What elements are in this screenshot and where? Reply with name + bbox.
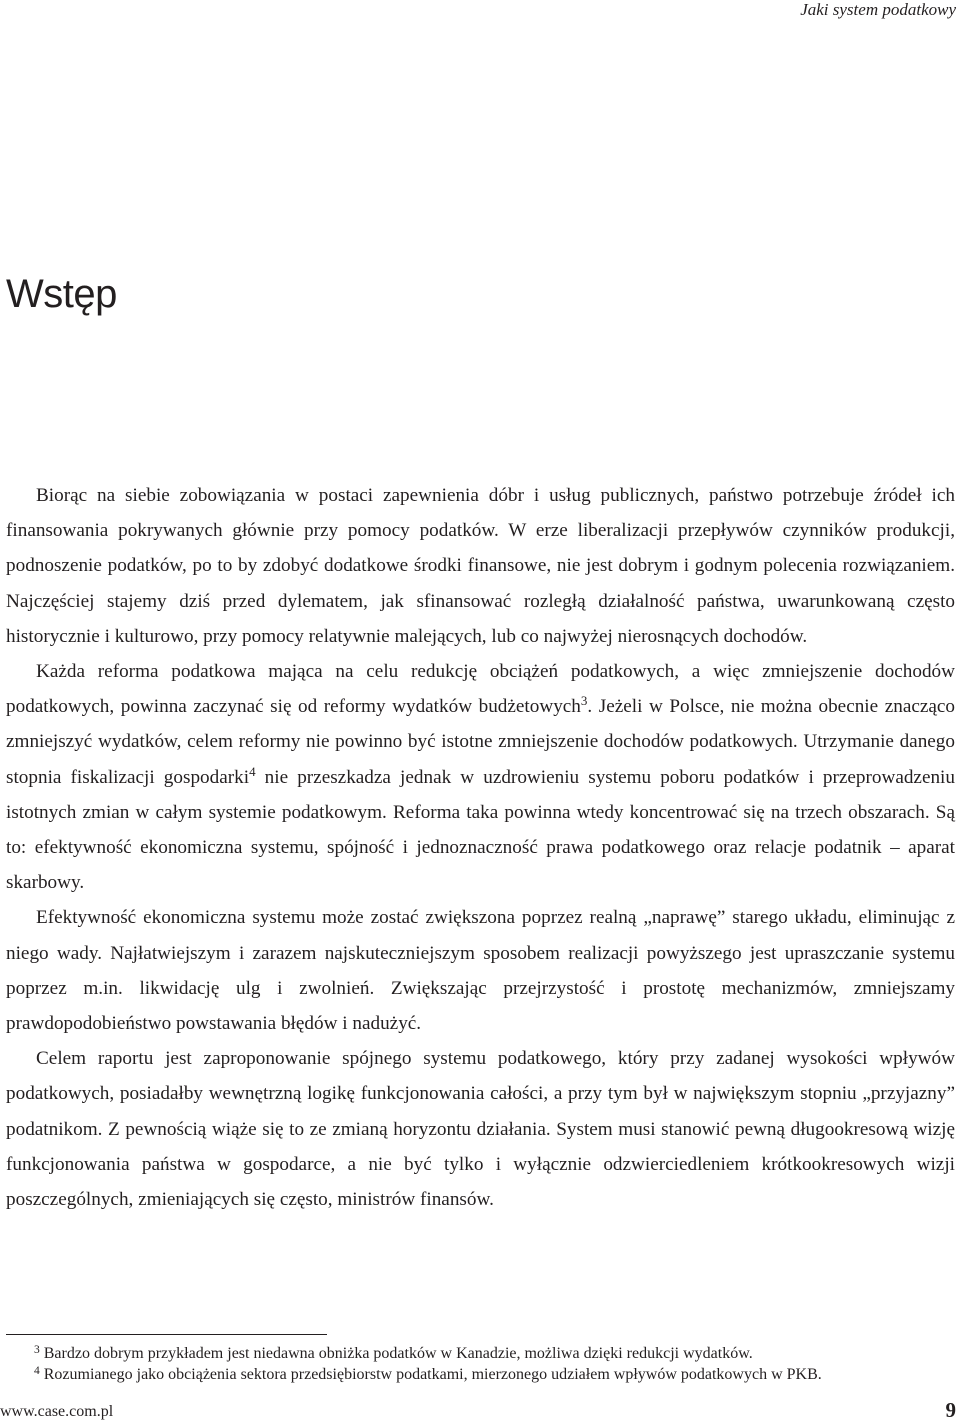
running-header-title: Jaki system podatkowy <box>800 0 956 19</box>
body-paragraph <box>6 900 955 1041</box>
footnote-text: Bardzo dobrym przykładem jest niedawna obniżka podatków w Kanadzie, możliwa dzięki redukcji wydatków. <box>39 1345 753 1362</box>
footnote-reference: 4 <box>249 763 256 779</box>
paragraph-text: nie przeszkadza jednak w uzdrowieniu systemu poboru podatków i przeprowadzeniu istotnych zmian w całym systemie podatkowym. Reforma taka powinna wtedy koncentrować się na trzech obszarach. Są to: efektywność ekonomiczna systemu, spójność i jednoznaczność prawa podatkowego oraz relacje podatnik – aparat skarbowy. <box>6 766 955 894</box>
footnote-reference: 3 <box>580 693 588 709</box>
footer-url: www.case.com.pl <box>0 1403 114 1420</box>
body-paragraph <box>6 478 955 654</box>
footnote <box>6 1343 960 1364</box>
paragraph-text: Celem raportu jest zaproponowanie spójnego systemu podatkowego, który przy zadanej wysokości wpływów podatkowych, posiadałby wewnętrzną logikę funkcjonowania całości, a przy tym był w największym stopniu „przyjazny” podatnikom. Z pewnością wiąże się to ze zmianą horyzontu działania. System musi stanowić pewną długookresową wizję funkcjonowania państwa w gospodarce, a nie być tylko i wyłącznie odzwierciedleniem krótkookresowych wizji poszczególnych, zmieniających się często, ministrów finansów. <box>6 1048 955 1211</box>
body-text <box>6 478 955 1217</box>
chapter-title: Wstęp <box>6 272 117 316</box>
body-paragraph <box>6 654 955 900</box>
body-paragraph <box>6 1041 955 1217</box>
footnote-number: 3 <box>34 1343 40 1356</box>
paragraph-text: Efektywność ekonomiczna systemu może zostać zwiększona poprzez realną „naprawę” starego układu, eliminując z niego wady. Najłatwiejszym i zarazem najskuteczniejszym sposobem realizacji powyższego jest upraszczanie systemu poprzez m.in. likwidację ulg i zwolnień. Zwiększając przejrzystość i prostotę mechanizmów, zmniejszamy prawdopodobieństwo powstawania błędów i nadużyć. <box>6 907 955 1035</box>
footnote <box>6 1364 960 1385</box>
paragraph-text: Każda reforma podatkowa mająca na celu redukcję obciążeń podatkowych, a więc zmniejszenie dochodów podatkowych, powinna zaczynać się od reformy wydatków budżetowych <box>6 661 955 718</box>
footnote-text: Rozumianego jako obciążenia sektora przedsiębiorstw podatkami, mierzonego udziałem wpływów podatkowych w PKB. <box>39 1366 822 1383</box>
page-number: 9 <box>945 1398 956 1422</box>
footnote-divider <box>6 1334 327 1335</box>
paragraph-text: . Jeżeli w Polsce, nie można obecnie znacząco zmniejszyć wydatków, celem reformy nie powinno być istotne zmniejszenie dochodów podatkowych. Utrzymanie danego stopnia fiskalizacji gospodarki <box>6 696 955 788</box>
paragraph-text: Biorąc na siebie zobowiązania w postaci zapewnienia dóbr i usług publicznych, państwo potrzebuje źródeł ich finansowania pokrywanych głównie przy pomocy podatków. W erze liberalizacji przepływów czynników produkcji, podnoszenie podatków, po to by zdobyć dodatkowe środki finansowe, nie jest dobrym i godnym polecenia rozwiązaniem. Najczęściej stajemy dziś przed dylematem, jak sfinansować rozległą działalność państwa, uwarunkowaną często historycznie i kulturowo, przy pomocy relatywnie malejących, lub co najwyżej nierosnących dochodów. <box>6 485 955 647</box>
footnotes <box>6 1343 960 1385</box>
footnote-number: 4 <box>34 1364 40 1377</box>
